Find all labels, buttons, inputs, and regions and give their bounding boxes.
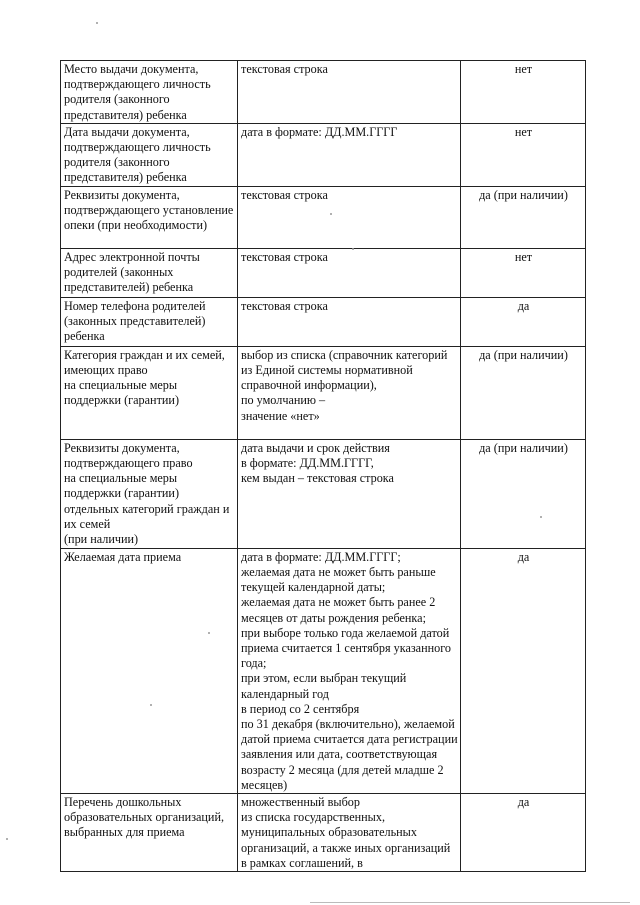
field-format-cell: текстовая строка (238, 186, 461, 248)
field-name-cell: Дата выдачи документа, подтверждающего личность родителя (законного представителя) ребенка (61, 123, 238, 186)
table-row (61, 123, 586, 186)
field-name-cell: Реквизиты документа, подтверждающего установление опеки (при необходимости) (61, 186, 238, 248)
table-row (61, 61, 586, 124)
table-row (61, 297, 586, 346)
field-required-cell: нет (461, 61, 586, 124)
field-required-cell: да (461, 794, 586, 872)
field-required-cell: да (при наличии) (461, 186, 586, 248)
field-format-cell: текстовая строка (238, 297, 461, 346)
scan-edge-line (310, 902, 630, 903)
field-name-cell: Номер телефона родителей (законных представителей) ребенка (61, 297, 238, 346)
field-name-cell: Желаемая дата приема (61, 548, 238, 793)
scan-speck (150, 704, 152, 706)
field-format-cell: дата в формате: ДД.ММ.ГГГГ; желаемая дата не может быть раньше текущей календарной даты; желаемая дата не может быть ранее 2 месяцев от даты рождения ребенка; при выборе только года желаемой датой приема считается 1 сентября указанного года; при этом, если выбран текущий календарный год в период со 2 сентября по 31 декабря (включительно), желаемой датой приема считается дата регистрации заявления или дата, соответствующая возрасту 2 месяца (для детей младше 2 месяцев) (238, 548, 461, 793)
field-name-cell: Адрес электронной почты родителей (законных представителей) ребенка (61, 248, 238, 297)
table-row (61, 439, 586, 548)
field-required-cell: нет (461, 248, 586, 297)
table-row (61, 186, 586, 248)
field-name-cell: Категория граждан и их семей, имеющих право на специальные меры поддержки (гарантии) (61, 346, 238, 439)
field-format-cell: текстовая строка (238, 61, 461, 124)
field-required-cell: да (461, 548, 586, 793)
field-required-cell: да (при наличии) (461, 439, 586, 548)
scan-speck (6, 838, 8, 840)
field-format-cell: дата в формате: ДД.ММ.ГГГГ (238, 123, 461, 186)
scan-speck (96, 22, 98, 24)
scan-speck (540, 516, 542, 518)
table-row (61, 548, 586, 793)
field-format-cell: выбор из списка (справочник категорий из Единой системы нормативной справочной информации), по умолчанию – значение «нет» (238, 346, 461, 439)
field-format-cell: текстовая строка (238, 248, 461, 297)
field-required-cell: нет (461, 123, 586, 186)
scan-speck (352, 248, 354, 250)
scan-speck (330, 213, 332, 215)
scan-speck (208, 632, 210, 634)
field-required-cell: да (461, 297, 586, 346)
field-format-cell: дата выдачи и срок действия в формате: ДД.ММ.ГГГГ, кем выдан – текстовая строка (238, 439, 461, 548)
table-row (61, 248, 586, 297)
field-name-cell: Перечень дошкольных образовательных организаций, выбранных для приема (61, 794, 238, 872)
field-format-cell: множественный выбор из списка государственных, муниципальных образовательных организаций, а также иных организаций в рамках соглашений, в (238, 794, 461, 872)
field-required-cell: да (при наличии) (461, 346, 586, 439)
field-name-cell: Реквизиты документа, подтверждающего право на специальные меры поддержки (гарантии) отдельных категорий граждан и их семей (при наличии) (61, 439, 238, 548)
data-fields-table (60, 60, 586, 872)
table-row (61, 794, 586, 872)
field-name-cell: Место выдачи документа, подтверждающего личность родителя (законного представителя) ребенка (61, 61, 238, 124)
table-row (61, 346, 586, 439)
